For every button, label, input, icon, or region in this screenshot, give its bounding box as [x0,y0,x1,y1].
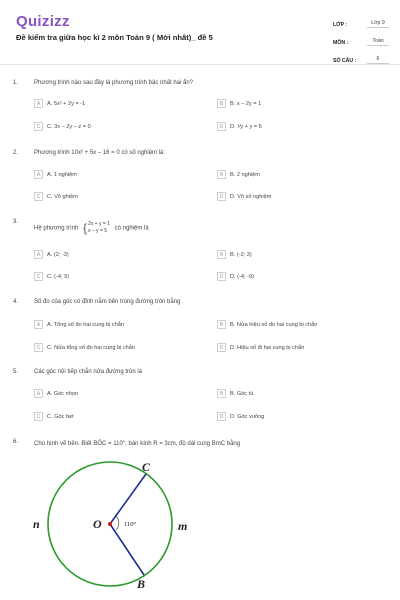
option-text: C. 3x – 2y – z = 0 [47,123,91,130]
option-letter-box: A [34,320,43,329]
label-n: n [33,517,40,531]
option-c[interactable] [34,122,91,131]
option-a[interactable] [34,250,69,259]
question-text [34,221,149,235]
label-b: B [137,577,146,591]
option-text: A. Tổng số đo hai cung bị chắn [47,321,125,328]
option-letter-box: B [217,389,226,398]
meta-question-count-label: SỐ CÂU : [333,58,357,64]
question-number: 5. [13,369,19,375]
option-letter-box: A [34,389,43,398]
option-d[interactable] [217,343,304,352]
question-text-after: có nghiệm là [114,225,149,232]
option-letter-box: C [34,343,43,352]
option-b[interactable] [217,99,261,108]
meta-subject-value: Toán [367,38,389,46]
equation-line-2: x – y = 5 [88,228,108,234]
question-text: Cho hình vẽ bên. Biết BÔC = 110°, bán kính R = 3cm, độ dài cung BmC bằng [34,441,241,447]
option-text: B. 2 nghiệm [230,171,260,178]
option-b[interactable] [217,170,260,179]
option-letter-box: C [34,272,43,281]
option-d[interactable] [217,272,254,281]
angle-arc [116,516,119,530]
option-d[interactable] [217,192,271,201]
option-text: D. (-4; -9) [230,273,254,280]
option-text: D. Vô số nghiệm [230,193,272,200]
question-text-before: Hệ phương trình [34,225,79,232]
question-text: Phương trình 10x² + 5x – 16 = 0 có số nghiệm là: [34,150,166,156]
option-d[interactable] [217,412,264,421]
question-number: 3. [13,219,19,225]
meta-subject-label: MÔN : [333,40,349,46]
option-text: C. Vô ghiệm [47,193,78,200]
meta-grade [333,14,389,28]
option-d[interactable] [217,122,262,131]
option-c[interactable] [34,412,74,421]
option-letter-box: C [34,122,43,131]
label-angle: 110° [124,521,137,528]
label-o: O [93,517,102,531]
option-text: C. (-4; 9) [47,273,70,280]
option-letter-box: C [34,192,43,201]
option-a[interactable] [34,170,77,179]
option-letter-box: D [217,192,226,201]
option-letter-box: B [217,99,226,108]
option-c[interactable] [34,192,78,201]
option-letter-box: D [217,122,226,131]
worksheet-meta [333,14,389,68]
equation-system [83,221,110,235]
option-text: B. Góc tù [230,390,254,397]
option-letter-box: D [217,272,226,281]
center-point [108,522,112,526]
option-text: D. ⅟y + y = 5 [230,123,262,130]
document-title: Đề kiểm tra giữa học kì 2 môn Toán 9 ( Mới nhất)_ đề 5 [16,33,213,42]
question-number: 6. [13,439,19,445]
option-text: A. 1 nghiệm [47,171,77,178]
meta-grade-value: Lớp 9 [367,20,389,28]
option-b[interactable] [217,250,252,259]
option-letter-box: B [217,170,226,179]
option-letter-box: D [217,412,226,421]
option-c[interactable] [34,272,69,281]
question-number: 2. [13,150,19,156]
radius-oc [110,474,146,524]
meta-subject [333,32,389,46]
option-letter-box: A [34,170,43,179]
meta-grade-label: LỚP : [333,22,348,28]
option-c[interactable] [34,343,135,352]
option-text: B. (-2; 3) [230,251,252,258]
meta-question-count [333,50,389,64]
option-text: A. (2; -3) [47,251,69,258]
radius-ob [110,524,144,575]
option-a[interactable] [34,320,124,329]
option-letter-box: C [34,412,43,421]
header-divider [0,64,400,65]
option-b[interactable] [217,389,253,398]
question-text: Số đo của góc có đỉnh nằm bên trong đường tròn bằng [34,299,181,305]
label-m: m [178,519,188,533]
option-letter-box: A [34,99,43,108]
option-text: D. Hiệu số đi hai cung bị chắn [230,344,305,351]
option-a[interactable] [34,99,85,108]
option-text: A. Góc nhọn [47,390,79,397]
quizizz-logo: Quizizz [16,13,70,30]
option-text: D. Góc vuông [230,413,265,420]
option-letter-box: D [217,343,226,352]
equation-line-1: 2x + y = 1 [88,221,110,227]
option-letter-box: B [217,320,226,329]
option-letter-box: A [34,250,43,259]
option-letter-box: B [217,250,226,259]
option-text: B. x – 2y = 1 [230,100,262,107]
option-b[interactable] [217,320,317,329]
option-text: C. Góc bẹt [47,413,74,420]
brace-icon: { [82,221,87,235]
label-c: C [142,460,151,474]
question-text: Phương trình nào sau đây là phương trình bậc nhất hai ẩn? [34,80,194,86]
circle-figure [30,458,195,593]
meta-question-count-value: 6 [367,56,389,64]
question-number: 1. [13,80,19,86]
option-a[interactable] [34,389,78,398]
option-text: B. Nửa hiệu số đo hai cung bị chắn [230,321,318,328]
question-number: 4. [13,299,19,305]
option-text: A. 5x² + 2y = -1 [47,100,86,107]
question-text: Các góc nội tiếp chắn nửa đường tròn là [34,369,143,375]
option-text: C. Nửa tổng số đo hai cung bị chắn [47,344,136,351]
